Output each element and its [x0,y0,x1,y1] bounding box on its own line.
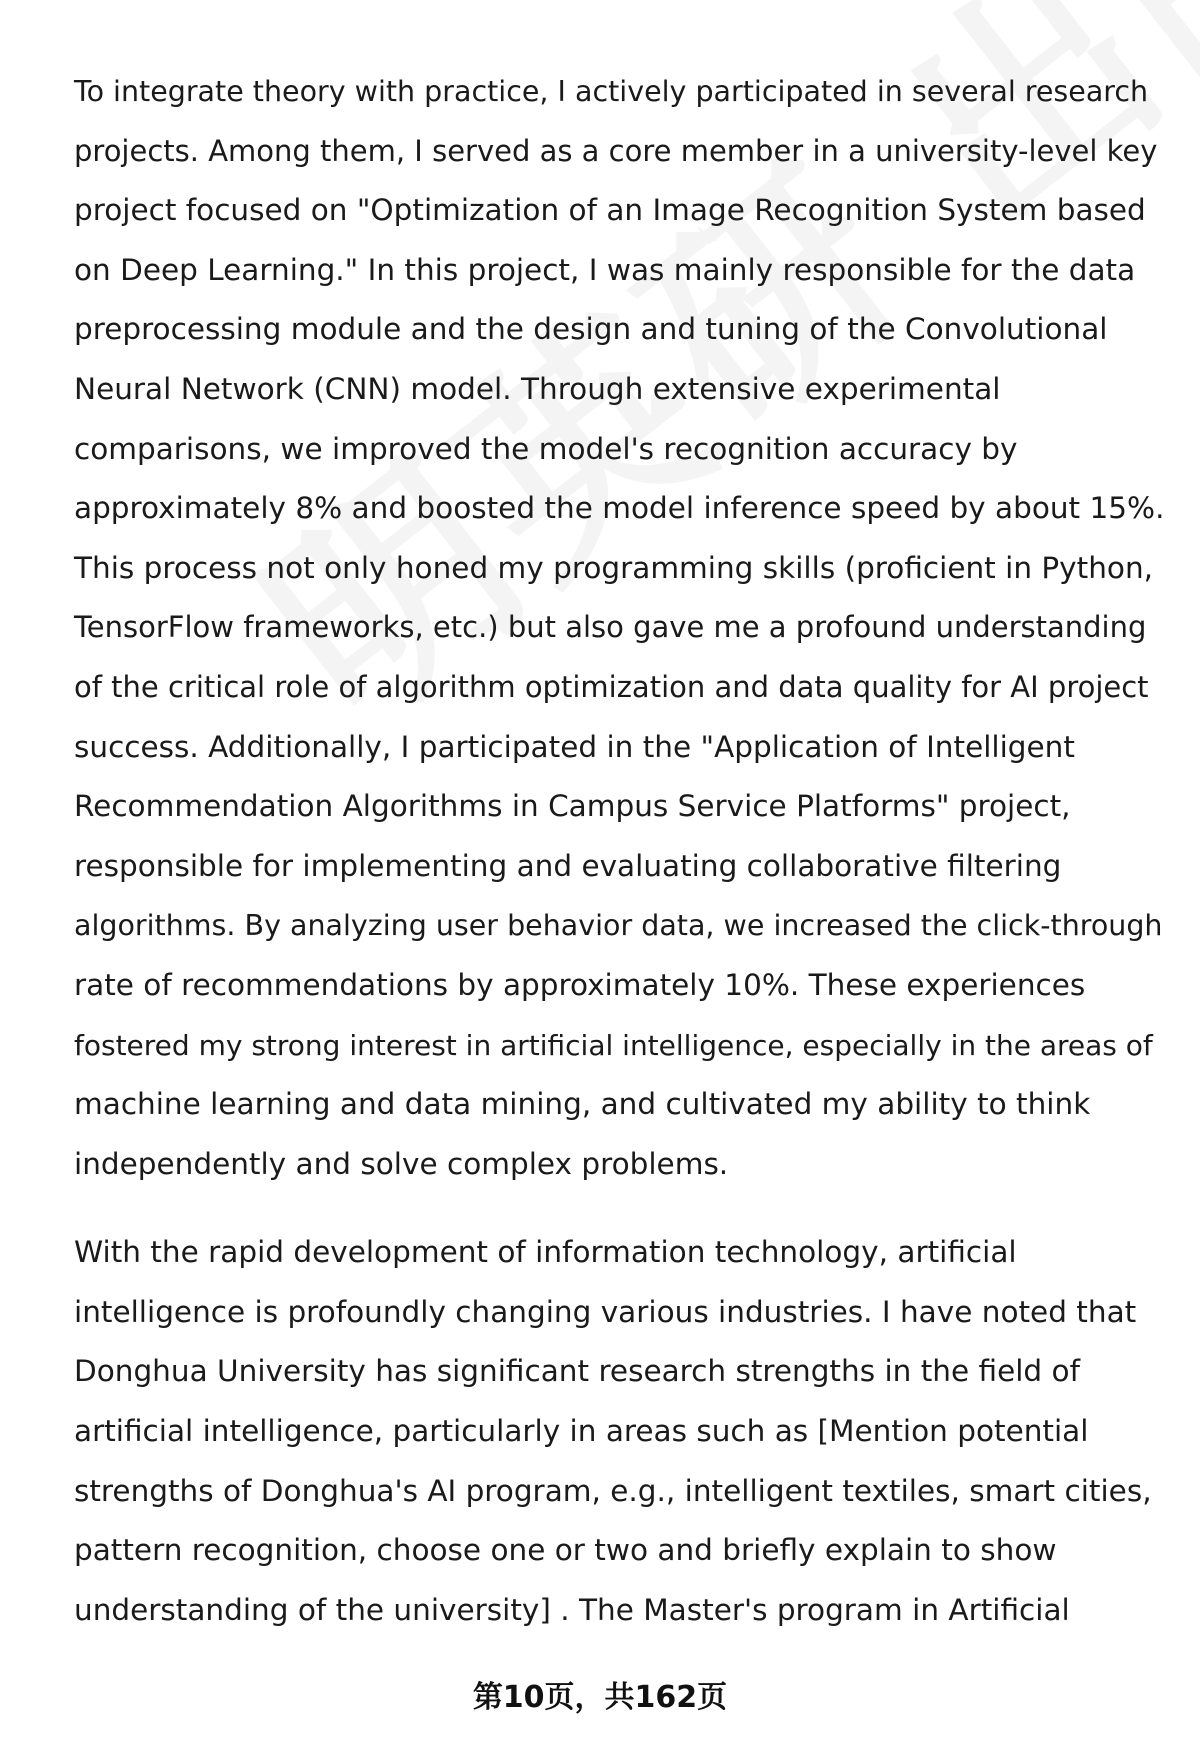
text-line: projects. Among them, I served as a core member in a university-level key [74,133,1158,168]
text-line: Neural Network (CNN) model. Through extensive experimental [74,371,1001,406]
text-line: algorithms. By analyzing user behavior data, we increased the click-through [74,909,1163,943]
text-line: success. Additionally, I participated in the "Application of Intelligent [74,729,1075,764]
text-line: TensorFlow frameworks, etc.) but also gave me a profound understanding [74,610,1147,645]
text-line: machine learning and data mining, and cultivated my ability to think [74,1087,1091,1122]
text-line: fostered my strong interest in artificial intelligence, especially in the areas of [74,1028,1153,1062]
paragraph-2 [74,1223,1164,1640]
text-line: project focused on "Optimization of an Image Recognition System based [74,193,1146,228]
text-line: strengths of Donghua's AI program, e.g., intelligent textiles, smart cities, [74,1473,1152,1508]
text-line: understanding of the university] . The Master's program in Artificial [74,1592,1070,1627]
paragraph-1 [74,62,1164,1194]
text-line: of the critical role of algorithm optimization and data quality for AI project [74,669,1149,704]
text-line: Recommendation Algorithms in Campus Service Platforms" project, [74,789,1071,824]
text-line: approximately 8% and boosted the model inference speed by about 15%. [74,491,1165,526]
text-line: Donghua University has significant research strengths in the field of [74,1354,1080,1389]
document-body [74,62,1164,1640]
text-line: rate of recommendations by approximately 10%. These experiences [74,967,1086,1002]
text-line: responsible for implementing and evaluating collaborative filtering [74,848,1062,883]
text-line: pattern recognition, choose one or two and briefly explain to show [74,1533,1057,1568]
text-line: comparisons, we improved the model's recognition accuracy by [74,431,1018,466]
text-line: preprocessing module and the design and tuning of the Convolutional [74,312,1108,347]
text-line: With the rapid development of information technology, artificial [74,1235,1017,1270]
text-line: To integrate theory with practice, I actively participated in several research [74,75,1149,108]
page-number: 第10页，共162页 [472,1680,728,1715]
text-line: artificial intelligence, particularly in areas such as [Mention potential [74,1414,1089,1449]
text-line: on Deep Learning." In this project, I was mainly responsible for the data [74,252,1136,287]
text-line: intelligence is profoundly changing various industries. I have noted that [74,1294,1137,1329]
text-line: This process not only honed my programming skills (proficient in Python, [74,550,1154,585]
text-line: independently and solve complex problems. [74,1146,729,1181]
